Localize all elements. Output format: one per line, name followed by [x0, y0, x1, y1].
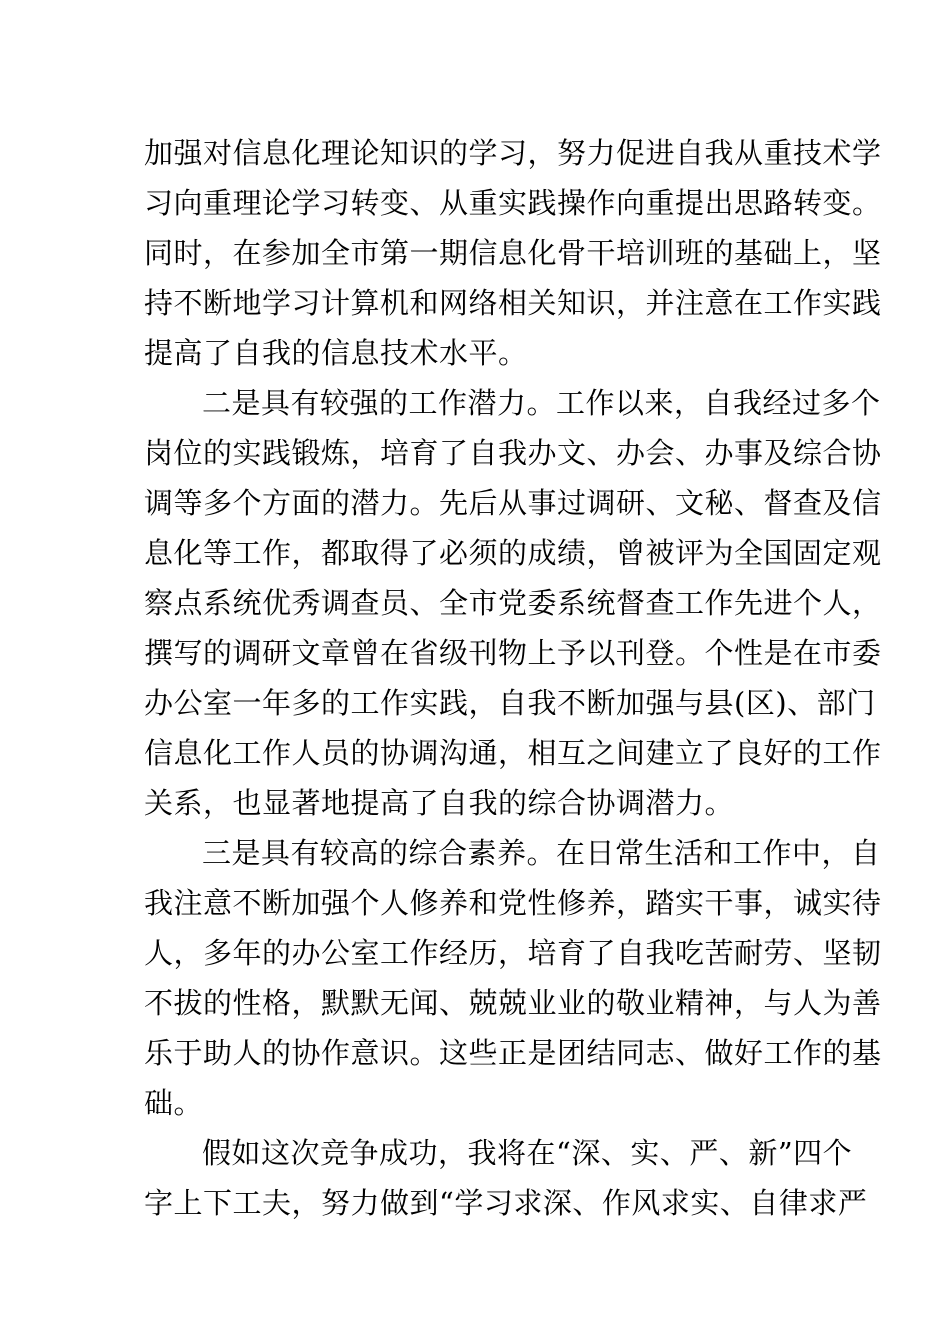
text-line: 提高了自我的信息技术水平。	[144, 336, 528, 370]
text-line: 我注意不断加强个人修养和党性修养，踏实干事，诚实待	[144, 886, 882, 920]
text-line: 字上下工夫，努力做到“学习求深、作风求实、自律求严	[144, 1186, 868, 1220]
paragraph-1	[144, 128, 882, 378]
text-line: 二是具有较强的工作潜力。工作以来，自我经过多个	[202, 386, 881, 420]
text-line: 调等多个方面的潜力。先后从事过调研、文秘、督查及信	[144, 486, 882, 520]
text-line: 假如这次竞争成功，我将在“深、实、严、新”四个	[202, 1136, 853, 1170]
text-line: 同时，在参加全市第一期信息化骨干培训班的基础上，坚	[144, 236, 882, 270]
paragraph-4	[144, 1128, 868, 1228]
document-body	[144, 128, 882, 1228]
text-line: 办公室一年多的工作实践，自我不断加强与县(区)、部门	[144, 686, 876, 720]
text-line: 息化等工作，都取得了必须的成绩，曾被评为全国固定观	[144, 536, 882, 570]
paragraph-3	[144, 828, 882, 1128]
text-line: 础。	[144, 1086, 204, 1120]
text-line: 察点系统优秀调查员、全市党委系统督查工作先进个人，	[144, 586, 882, 620]
text-line: 信息化工作人员的协调沟通，相互之间建立了良好的工作	[144, 736, 882, 770]
text-line: 乐于助人的协作意识。这些正是团结同志、做好工作的基	[144, 1036, 882, 1070]
text-line: 三是具有较高的综合素养。在日常生活和工作中，自	[202, 836, 881, 870]
text-line: 关系，也显著地提高了自我的综合协调潜力。	[144, 786, 735, 820]
text-line: 不拔的性格，默默无闻、兢兢业业的敬业精神，与人为善	[144, 986, 882, 1020]
paragraph-2	[144, 378, 882, 828]
text-line: 持不断地学习计算机和网络相关知识，并注意在工作实践	[144, 286, 882, 320]
text-line: 撰写的调研文章曾在省级刊物上予以刊登。个性是在市委	[144, 636, 882, 670]
text-line: 人，多年的办公室工作经历，培育了自我吃苦耐劳、坚韧	[144, 936, 882, 970]
text-line: 岗位的实践锻炼，培育了自我办文、办会、办事及综合协	[144, 436, 882, 470]
text-line: 习向重理论学习转变、从重实践操作向重提出思路转变。	[144, 186, 882, 220]
text-line: 加强对信息化理论知识的学习，努力促进自我从重技术学	[144, 136, 882, 170]
